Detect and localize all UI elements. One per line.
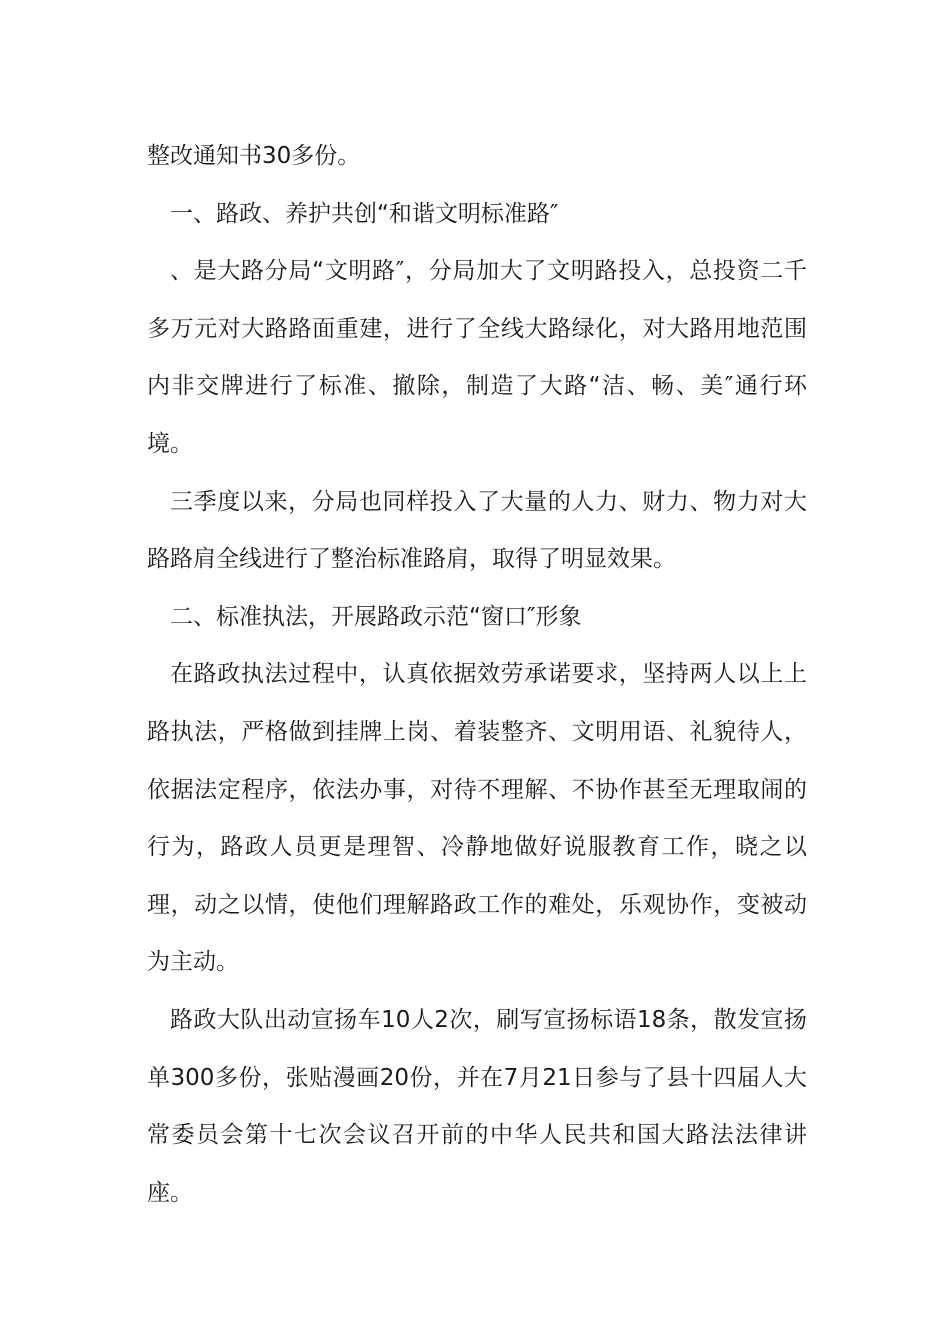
section-heading: 二、标准执法，开展路政示范“窗口″形象 [170,603,582,630]
section-heading: 一、路政、养护共创“和谐文明标准路″ [170,200,559,227]
paragraph: 整改通知书30多份。 [147,143,361,169]
paragraph: 路政大队出动宣扬车10人2次，刷写宣扬标语18条，散发宣扬单300多份，张贴漫画20份，并在7月21日参与了县十四届人大常委员会第十七次会议召开前的中华人民共和国大路法法律讲座。 [147,1006,807,1206]
paragraph: 三季度以来，分局也同样投入了大量的人力、财力、物力对大路路肩全线进行了整治标准路肩，取得了明显效果。 [147,488,807,573]
paragraph: 、是大路分局“文明路″，分局加大了文明路投入，总投资二千多万元对大路路面重建，进行了全线大路绿化，对大路用地范围内非交牌进行了标准、撤除，制造了大路“洁、畅、美″通行环境。 [147,258,807,457]
document-body [147,128,807,1222]
paragraph: 在路政执法过程中，认真依据效劳承诺要求，坚持两人以上上路执法，严格做到挂牌上岗、着装整齐、文明用语、礼貌待人，依据法定程序，依法办事，对待不理解、不协作甚至无理取闹的行为，路政人员更是理智、冷静地做好说服教育工作，晓之以理，动之以情，使他们理解路政工作的难处，乐观协作，变被动为主动。 [147,661,807,976]
